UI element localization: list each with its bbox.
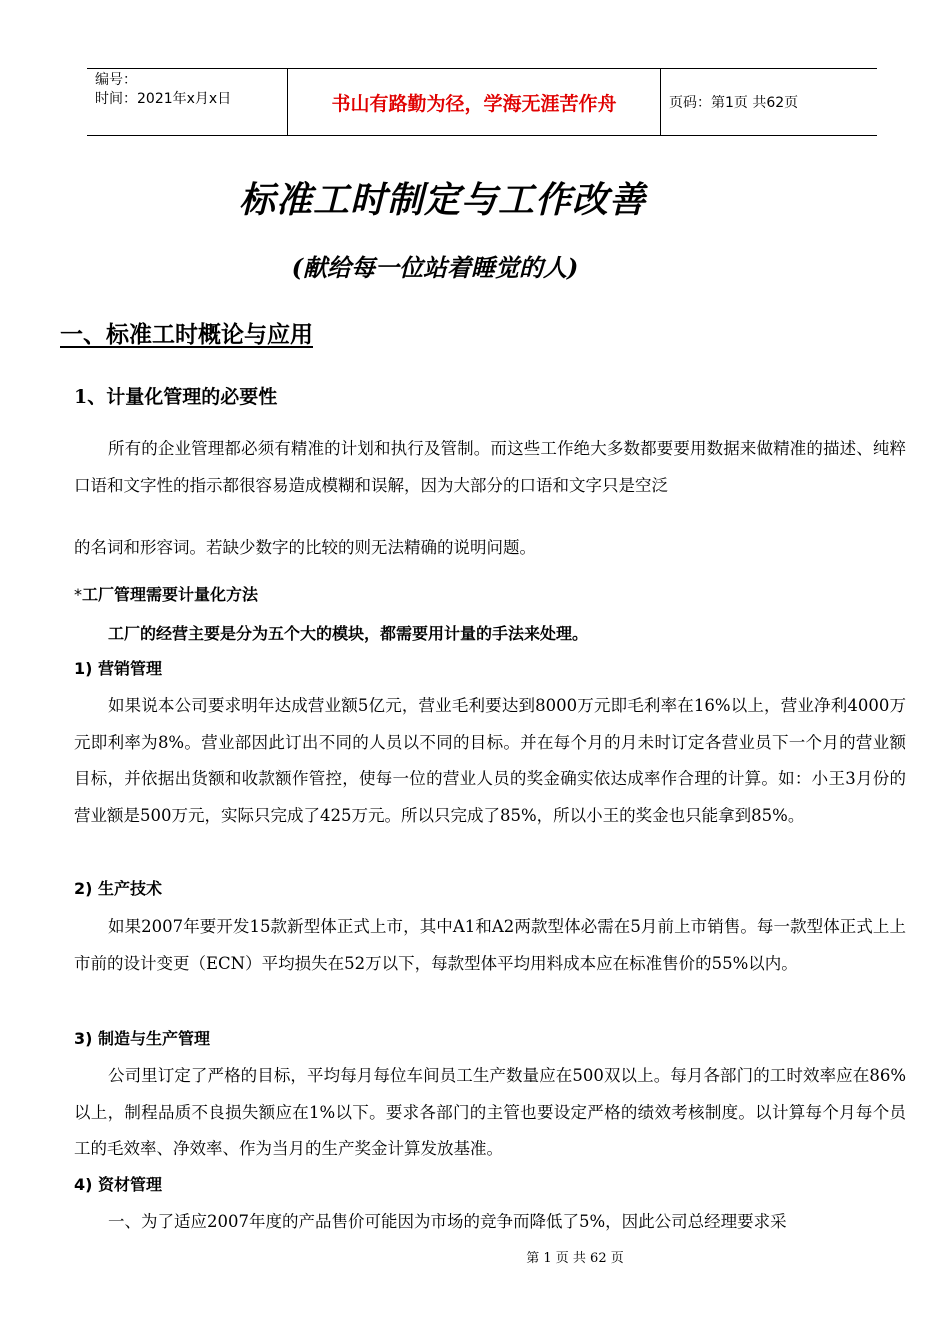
page-footer: 第 1 页 共 62 页 <box>526 1251 624 1266</box>
item-label-manufacturing: 3) 制造与生产管理 <box>74 1029 211 1048</box>
star-prefix: * <box>74 585 82 604</box>
paragraph-marketing: 如果说本公司要求明年达成营业额5亿元，营业毛利要达到8000万元即毛利率在16%以上，营业净利4000万元即利率为8%。营业部因此订出不同的人员以不同的目标。并在每个月的月未时订定各营业员下一个月的营业额目标，并依据出货额和收款额作管控，使每一位的营业人员的奖金确实依达成率作合理的计算。如：小王3月份的营业额是500万元，实际只完成了425万元。所以只完成了85%，所以小王的奖金也只能拿到85%。 <box>74 696 906 825</box>
modules-intro: 工厂的经营主要是分为五个大的模块，都需要用计量的手法来处理。 <box>108 624 589 643</box>
subsection-heading: 1、计量化管理的必要性 <box>74 386 278 408</box>
document-subtitle: (献给每一位站着睡觉的人) <box>291 253 579 282</box>
document-title: 标准工时制定与工作改善 <box>238 179 646 221</box>
header-number-label: 编号： <box>95 72 137 88</box>
header-page-info: 页码：第1页 共62页 <box>669 95 799 111</box>
paragraph-intro-continued: 的名词和形容词。若缺少数字的比较的则无法精确的说明问题。 <box>74 538 536 557</box>
paragraph-intro: 所有的企业管理都必须有精准的计划和执行及管制。而这些工作绝大多数都要要用数据来做精准的描述、纯粹口语和文字性的指示都很容易造成模糊和误解，因为大部分的口语和文字只是空泛 <box>74 439 906 495</box>
item-label-materials: 4) 资材管理 <box>74 1175 163 1194</box>
paragraph-tech: 如果2007年要开发15款新型体正式上市，其中A1和A2两款型体必需在5月前上市销售。每一款型体正式上上市前的设计变更（ECN）平均损失在52万以下，每款型体平均用料成本应在标准售价的55%以内。 <box>74 917 906 973</box>
paragraph-manufacturing: 公司里订定了严格的目标，平均每月每位车间员工生产数量应在500双以上。每月各部门的工时效率应在86%以上，制程品质不良损失额应在1%以下。要求各部门的主管也要设定严格的绩效考核制度。以计算每个月每个员工的毛效率、净效率、作为当月的生产奖金计算发放基准。 <box>74 1066 906 1158</box>
document-header <box>87 68 877 136</box>
star-heading-text: 工厂管理需要计量化方法 <box>82 585 259 604</box>
header-time-label: 时间：2021年x月x日 <box>95 91 232 107</box>
item-label-marketing: 1) 营销管理 <box>74 659 163 678</box>
header-motto: 书山有路勤为径，学海无涯苦作舟 <box>287 69 661 135</box>
star-heading <box>74 582 258 605</box>
section-heading: 一、标准工时概论与应用 <box>60 321 313 348</box>
paragraph-materials: 一、为了适应2007年度的产品售价可能因为市场的竞争而降低了5%，因此公司总经理要求采 <box>108 1212 787 1231</box>
item-label-tech: 2) 生产技术 <box>74 879 163 898</box>
header-meta <box>87 69 287 135</box>
